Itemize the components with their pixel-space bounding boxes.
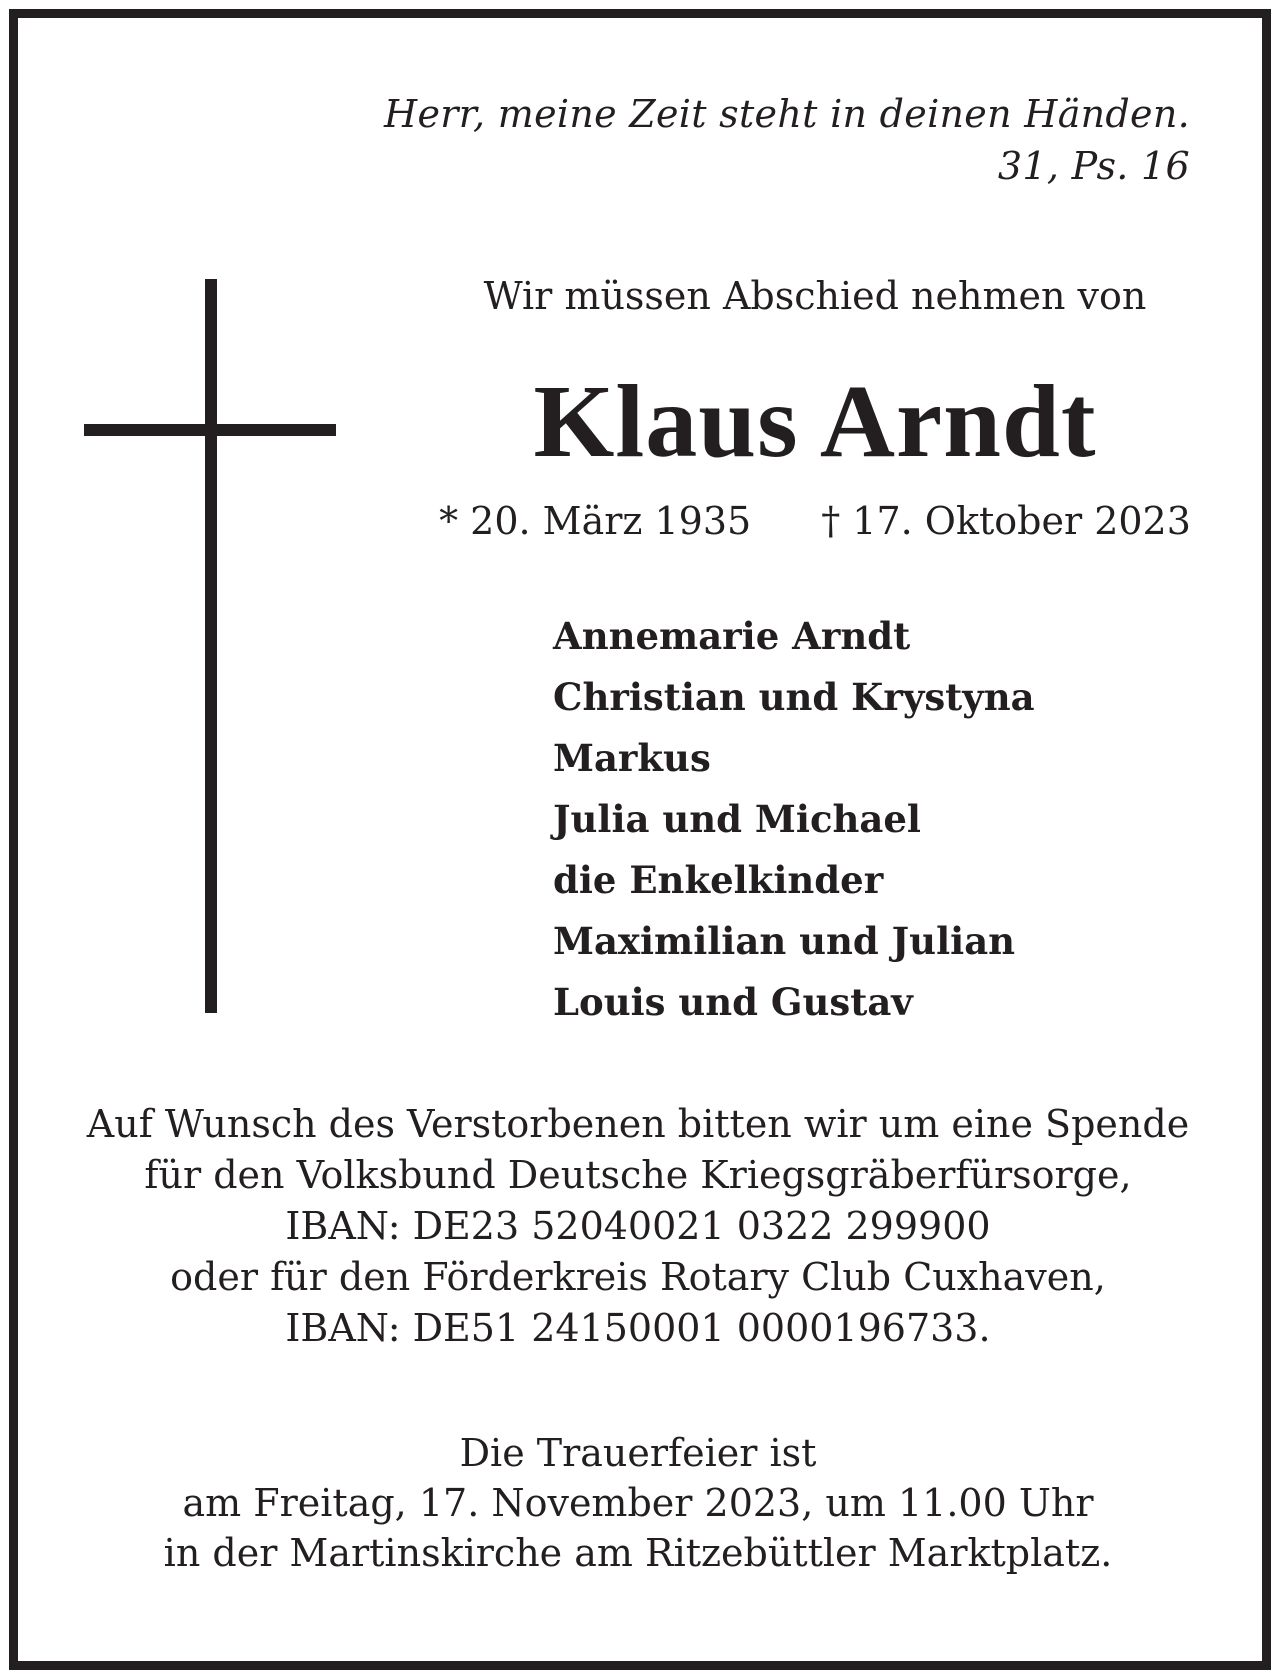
- mourner-name: Louis und Gustav: [553, 980, 913, 1024]
- farewell-intro: Wir müssen Abschied nehmen von: [483, 274, 1147, 318]
- bible-verse-reference: 31, Ps. 16: [997, 144, 1190, 188]
- ceremony-date-time: am Freitag, 17. November 2023, um 11.00 Uhr: [182, 1481, 1094, 1525]
- bible-verse-text: Herr, meine Zeit steht in deinen Händen.: [384, 92, 1190, 136]
- donation-request: [38, 1099, 1238, 1354]
- donation-iban: IBAN: DE51 24150001 0000196733.: [285, 1306, 991, 1350]
- birth-date: * 20. März 1935: [439, 499, 752, 543]
- cross-vertical-bar: [205, 279, 217, 1013]
- donation-line: oder für den Förderkreis Rotary Club Cuxhaven,: [170, 1255, 1106, 1299]
- mourner-name: Christian und Krystyna: [553, 675, 1035, 719]
- mourner-name: Annemarie Arndt: [553, 614, 911, 658]
- donation-iban: IBAN: DE23 52040021 0322 299900: [285, 1204, 991, 1248]
- ceremony-location: in der Martinskirche am Ritzebüttler Marktplatz.: [163, 1531, 1113, 1575]
- death-date: † 17. Oktober 2023: [821, 499, 1191, 543]
- mourner-name: Markus: [553, 736, 711, 780]
- life-dates: [370, 496, 1260, 546]
- donation-line: Auf Wunsch des Verstorbenen bitten wir um eine Spende: [86, 1102, 1190, 1146]
- donation-line: für den Volksbund Deutsche Kriegsgräberfürsorge,: [144, 1153, 1132, 1197]
- bible-verse: [384, 88, 1190, 192]
- cross-horizontal-bar: [84, 424, 336, 436]
- funeral-service-info: [38, 1428, 1238, 1578]
- mourner-name: die Enkelkinder: [553, 858, 884, 902]
- mourners-list: [553, 606, 1035, 1033]
- deceased-name: Klaus Arndt: [533, 364, 1097, 479]
- mourner-name: Julia und Michael: [553, 797, 921, 841]
- mourner-name: Maximilian und Julian: [553, 919, 1016, 963]
- ceremony-line: Die Trauerfeier ist: [459, 1431, 817, 1475]
